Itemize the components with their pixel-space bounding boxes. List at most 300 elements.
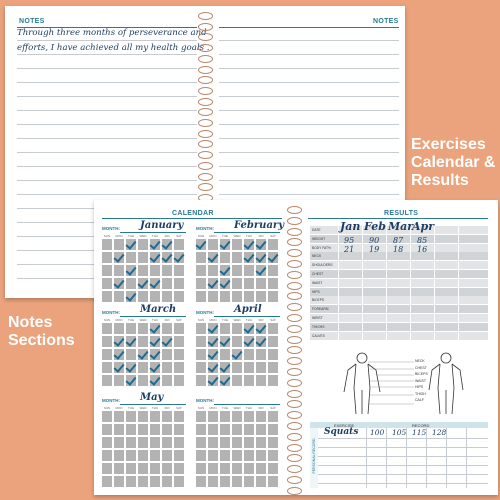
calendar-day-cell (174, 424, 184, 435)
calendar-day-cell (268, 278, 278, 289)
calendar-day-cell (138, 463, 148, 474)
ruled-line (17, 166, 197, 167)
notes-right-header-rule (219, 27, 399, 28)
month-label: MONTH: (196, 310, 214, 315)
weekday-label: SAT (176, 318, 182, 322)
calendar-day-cell (102, 239, 112, 250)
weekday-label: MON (115, 406, 123, 410)
exercise-col-header: EXERCISE (334, 422, 355, 428)
spiral-ring (287, 336, 302, 344)
calendar-day-cell (114, 323, 124, 334)
weekday-row (196, 318, 278, 322)
check-icon (114, 278, 124, 289)
results-col-divider (410, 261, 411, 269)
results-col-divider (362, 244, 363, 252)
spiral-ring (287, 228, 302, 236)
calendar-day-cell (138, 362, 148, 373)
calendar-day-cell (196, 252, 206, 263)
results-col-divider (386, 323, 387, 331)
month-underline (214, 316, 280, 317)
record-value-2: 105 (392, 428, 407, 437)
calendar-day-cell (268, 291, 278, 302)
results-col-divider (362, 288, 363, 296)
check-icon (126, 265, 136, 276)
result-bodyfat-mar: 18 (393, 245, 404, 254)
calendar-day-cell (138, 336, 148, 347)
weekday-label: SUN (197, 318, 205, 322)
results-col-divider (434, 226, 435, 234)
weekday-label: THU (245, 234, 253, 238)
result-month-apr: Apr (412, 220, 435, 233)
calendar-day-cell (150, 424, 160, 435)
calendar-day-cell (162, 349, 172, 360)
results-col-divider (338, 226, 339, 234)
weekday-label: SAT (270, 406, 276, 410)
results-row (310, 288, 488, 297)
results-col-divider (362, 314, 363, 322)
calendar-grid (196, 323, 278, 386)
notes-left-header: NOTES (19, 18, 45, 25)
record-row-line (318, 465, 488, 466)
calendar-day-cell (268, 349, 278, 360)
calendar-day-cell (244, 291, 254, 302)
calendar-day-cell (196, 375, 206, 386)
spiral-ring (198, 98, 213, 106)
weekday-label: THU (151, 318, 159, 322)
weekday-label: SUN (197, 234, 205, 238)
calendar-day-cell (220, 463, 230, 474)
results-col-divider (338, 288, 339, 296)
calendar-day-cell (138, 323, 148, 334)
results-col-divider (410, 252, 411, 260)
spiral-ring (287, 271, 302, 279)
calendar-day-cell (114, 265, 124, 276)
results-row-label: WAIST (312, 280, 323, 285)
results-col-divider (362, 226, 363, 234)
ruled-line (219, 68, 399, 69)
spiral-ring (287, 390, 302, 398)
check-icon (126, 362, 136, 373)
diagram-label-hips: HIPS (415, 385, 424, 389)
results-row-label: DATE (312, 228, 321, 232)
results-row (310, 279, 488, 288)
results-col-divider (458, 252, 459, 260)
calendar-day-cell (138, 424, 148, 435)
results-col-divider (458, 226, 459, 234)
calendar-day-cell (138, 476, 148, 487)
calendar-day-cell (220, 476, 230, 487)
weekday-label: TUE (128, 318, 134, 322)
results-col-divider (410, 332, 411, 340)
results-col-divider (338, 305, 339, 313)
results-col-divider (410, 323, 411, 331)
check-icon (208, 336, 218, 347)
check-icon (162, 252, 172, 263)
results-col-divider (434, 314, 435, 322)
spiral-ring (198, 23, 213, 31)
record-col-header: RECORD (412, 422, 430, 428)
results-col-divider (362, 332, 363, 340)
spiral-ring (287, 454, 302, 462)
weekday-row (102, 318, 184, 322)
results-col-divider (362, 261, 363, 269)
spiral-ring (287, 379, 302, 387)
calendar-day-cell (232, 450, 242, 461)
ruled-line (17, 54, 197, 55)
calendar-day-cell (208, 291, 218, 302)
results-col-divider (386, 332, 387, 340)
spiral-ring (287, 433, 302, 441)
calendar-day-cell (114, 450, 124, 461)
month-name: February (234, 220, 285, 231)
spiral-ring (287, 260, 302, 268)
calendar-grid (196, 239, 278, 302)
check-icon (244, 323, 254, 334)
results-col-divider (410, 305, 411, 313)
calendar-day-cell (102, 476, 112, 487)
calendar-day-cell (268, 336, 278, 347)
calendar-day-cell (268, 463, 278, 474)
result-month-jan: Jan (340, 220, 361, 233)
ruled-line (17, 110, 197, 111)
calendar-day-cell (196, 450, 206, 461)
calendar-day-cell (208, 265, 218, 276)
calendar-day-cell (268, 411, 278, 422)
weekday-row (196, 406, 278, 410)
results-row-label: CALVES (312, 333, 325, 338)
calendar-day-cell (268, 476, 278, 487)
results-row (310, 270, 488, 279)
results-header-rule (308, 218, 488, 219)
results-row (310, 261, 488, 270)
diagram-label-biceps: BICEPS (415, 372, 428, 376)
record-row-line (318, 474, 488, 475)
results-col-divider (458, 305, 459, 313)
calendar-day-cell (244, 450, 254, 461)
result-weight-jan: 95 (344, 236, 355, 245)
spiral-ring (198, 66, 213, 74)
calendar-day-cell (150, 265, 160, 276)
record-col-line (406, 428, 407, 488)
month-label: MONTH: (102, 310, 120, 315)
check-icon (256, 323, 266, 334)
calendar-day-cell (162, 450, 172, 461)
spiral-ring (287, 368, 302, 376)
calendar-day-cell (162, 362, 172, 373)
month-label: MONTH: (196, 226, 214, 231)
weekday-label: TUE (222, 318, 228, 322)
calendar-day-cell (244, 265, 254, 276)
calendar-day-cell (196, 463, 206, 474)
calendar-day-cell (102, 375, 112, 386)
results-col-divider (338, 270, 339, 278)
check-icon (150, 336, 160, 347)
month-name: April (234, 304, 262, 315)
exercises-label (411, 136, 495, 190)
weekday-label: WED (139, 406, 147, 410)
results-col-divider (458, 261, 459, 269)
results-row-label: WRIST (312, 316, 323, 320)
calendar-day-cell (256, 437, 266, 448)
spiral-ring (198, 140, 213, 148)
calendar-day-cell (102, 424, 112, 435)
spiral-ring (287, 465, 302, 473)
calendar-day-cell (138, 252, 148, 263)
results-row-label: WEIGHT (312, 236, 326, 241)
ruled-line (219, 96, 399, 97)
results-col-divider (386, 270, 387, 278)
spiral-ring (198, 183, 213, 191)
weekday-label: THU (245, 318, 253, 322)
weekday-row (196, 234, 278, 238)
ruled-line (219, 40, 399, 41)
check-icon (244, 336, 254, 347)
record-col-line (466, 428, 467, 488)
calendar-day-cell (174, 278, 184, 289)
ruled-line (219, 124, 399, 125)
check-icon (256, 265, 266, 276)
record-value-4: 128 (432, 428, 447, 437)
results-col-divider (410, 296, 411, 304)
notes-label-line1: Notes (8, 314, 53, 331)
results-col-divider (434, 279, 435, 287)
results-col-divider (434, 323, 435, 331)
weekday-label: FRI (258, 234, 264, 238)
weekday-label: MON (115, 318, 123, 322)
calendar-day-cell (114, 424, 124, 435)
record-col-line (386, 428, 387, 488)
weekday-label: SUN (197, 406, 205, 410)
results-col-divider (458, 235, 459, 243)
calendar-day-cell (102, 323, 112, 334)
check-icon (114, 252, 124, 263)
results-col-divider (338, 261, 339, 269)
ruled-line (219, 152, 399, 153)
calendar-day-cell (196, 349, 206, 360)
weekday-label: FRI (258, 406, 264, 410)
result-weight-mar: 87 (393, 236, 404, 245)
calendar-day-cell (102, 291, 112, 302)
calendar-day-cell (174, 411, 184, 422)
check-icon (256, 239, 266, 250)
results-col-divider (386, 235, 387, 243)
calendar-day-cell (102, 252, 112, 263)
calendar-day-cell (126, 424, 136, 435)
check-icon (220, 336, 230, 347)
results-row-label: FOREARM (312, 307, 329, 312)
month-name: January (140, 220, 184, 231)
calendar-day-cell (268, 239, 278, 250)
calendar-day-cell (220, 411, 230, 422)
check-icon (220, 265, 230, 276)
spiral-ring (198, 130, 213, 138)
check-icon (208, 252, 218, 263)
ruled-line (219, 194, 399, 195)
spiral-ring (198, 162, 213, 170)
calendar-day-cell (256, 278, 266, 289)
check-icon (114, 336, 124, 347)
calendar-day-cell (196, 424, 206, 435)
weekday-label: TUE (128, 406, 134, 410)
check-icon (232, 349, 242, 360)
check-icon (268, 252, 278, 263)
results-row-label: BODY FAT% (312, 245, 331, 250)
calendar-day-cell (150, 411, 160, 422)
check-icon (220, 375, 230, 386)
check-icon (196, 239, 206, 250)
weekday-label: WED (139, 318, 147, 322)
calendar-day-cell (174, 323, 184, 334)
calendar-grid (102, 323, 184, 386)
results-col-divider (386, 314, 387, 322)
calendar-day-cell (196, 362, 206, 373)
spiral-ring (287, 314, 302, 322)
weekday-label: SAT (270, 234, 276, 238)
check-icon (162, 239, 172, 250)
calendar-header: CALENDAR (172, 210, 214, 217)
weekday-label: MON (115, 234, 123, 238)
check-icon (208, 278, 218, 289)
weekday-label: SUN (103, 234, 111, 238)
notes-label-line2: Sections (8, 332, 75, 349)
spiral-ring (287, 238, 302, 246)
results-row (310, 296, 488, 305)
calendar-day-cell (126, 476, 136, 487)
ruled-line (219, 54, 399, 55)
calendar-day-cell (196, 437, 206, 448)
spiral-ring (287, 422, 302, 430)
calendar-day-cell (174, 450, 184, 461)
calendar-header-rule (102, 218, 282, 219)
calendar-day-cell (162, 424, 172, 435)
calendar-day-cell (256, 476, 266, 487)
month-name: May (140, 392, 164, 403)
calendar-day-cell (138, 375, 148, 386)
handwriting-line-1: Through three months of perseverance and (17, 28, 207, 38)
results-col-divider (434, 270, 435, 278)
calendar-day-cell (174, 291, 184, 302)
calendar-day-cell (174, 463, 184, 474)
diagram-label-calf: CALF (415, 398, 424, 402)
results-col-divider (362, 323, 363, 331)
weekday-label: TUE (128, 234, 134, 238)
calendar-day-cell (102, 278, 112, 289)
results-row-label: SHOULDERS (312, 263, 333, 268)
results-col-divider (386, 279, 387, 287)
calendar-day-cell (268, 424, 278, 435)
check-icon (220, 239, 230, 250)
record-col-line (446, 428, 447, 488)
check-icon (208, 349, 218, 360)
ruled-line (17, 68, 197, 69)
calendar-day-cell (232, 336, 242, 347)
month-underline (120, 316, 186, 317)
spiral-ring (287, 476, 302, 484)
check-icon (174, 252, 184, 263)
record-table (310, 422, 488, 488)
diagram-label-thigh: THIGH (415, 391, 426, 396)
results-col-divider (434, 261, 435, 269)
calendar-day-cell (232, 252, 242, 263)
weekday-label: MON (209, 318, 217, 322)
calendar-day-cell (208, 411, 218, 422)
results-col-divider (458, 270, 459, 278)
spiral-ring (287, 325, 302, 333)
calendar-day-cell (220, 291, 230, 302)
calendar-day-cell (174, 362, 184, 373)
calendar-day-cell (126, 450, 136, 461)
calendar-day-cell (208, 239, 218, 250)
results-col-divider (410, 288, 411, 296)
results-row (310, 323, 488, 332)
results-row-label: HIPS (312, 289, 320, 294)
check-icon (150, 323, 160, 334)
spiral-ring (198, 108, 213, 116)
calendar-day-cell (232, 362, 242, 373)
results-col-divider (386, 226, 387, 234)
month-label: MONTH: (196, 398, 214, 403)
spiral-ring (287, 487, 302, 495)
calendar-day-cell (174, 265, 184, 276)
calendar-day-cell (126, 411, 136, 422)
calendar-day-cell (162, 411, 172, 422)
spiral-ring (287, 444, 302, 452)
calendar-day-cell (138, 411, 148, 422)
handwriting-line-2: efforts, I have achieved all my health goals . (17, 43, 210, 53)
spiral-ring (287, 282, 302, 290)
calendar-day-cell (220, 252, 230, 263)
calendar-day-cell (174, 349, 184, 360)
weekday-row (102, 406, 184, 410)
calendar-day-cell (244, 411, 254, 422)
check-icon (208, 323, 218, 334)
calendar-day-cell (256, 349, 266, 360)
body-measurement-diagram (334, 350, 474, 416)
results-col-divider (434, 305, 435, 313)
results-col-divider (458, 314, 459, 322)
exercises-label-line3: Results (411, 172, 469, 189)
weekday-label: SUN (103, 406, 111, 410)
calendar-day-cell (114, 375, 124, 386)
results-row (310, 314, 488, 323)
spiral-ring (287, 346, 302, 354)
check-icon (244, 239, 254, 250)
calendar-day-cell (114, 476, 124, 487)
check-icon (244, 252, 254, 263)
calendar-day-cell (114, 239, 124, 250)
weekday-label: MON (209, 234, 217, 238)
results-col-divider (410, 314, 411, 322)
notes-sections-label (8, 314, 75, 350)
calendar-day-cell (150, 450, 160, 461)
spiral-ring (198, 76, 213, 84)
check-icon (138, 278, 148, 289)
calendar-day-cell (174, 239, 184, 250)
weekday-label: SAT (176, 234, 182, 238)
results-col-divider (434, 296, 435, 304)
exercises-label-line1: Exercises (411, 136, 486, 153)
ruled-line (17, 124, 197, 125)
check-icon (150, 252, 160, 263)
spiral-ring (198, 173, 213, 181)
calendar-day-cell (220, 424, 230, 435)
calendar-day-cell (196, 278, 206, 289)
ruled-line (17, 40, 197, 41)
calendar-day-cell (244, 424, 254, 435)
check-icon (208, 375, 218, 386)
results-col-divider (362, 252, 363, 260)
spiral-ring (198, 151, 213, 159)
